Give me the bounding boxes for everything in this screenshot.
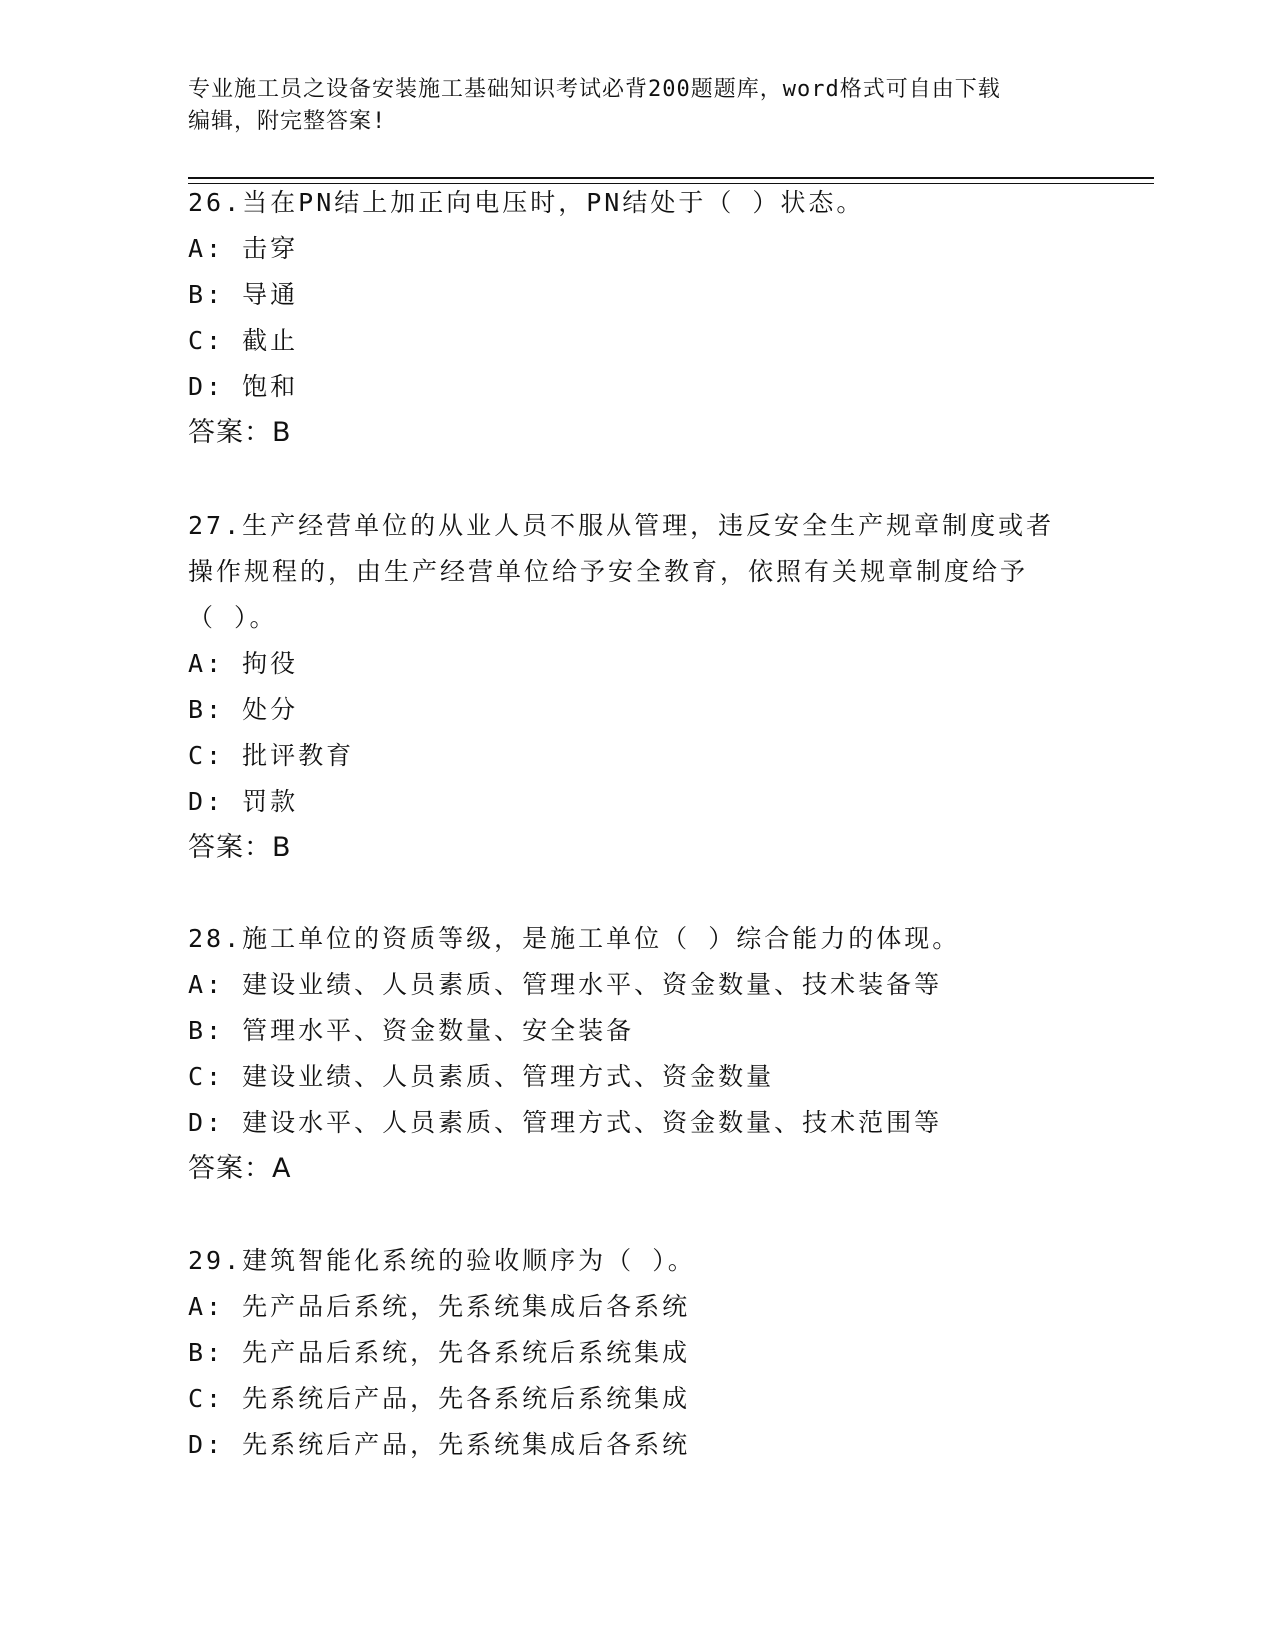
option-d: D: 罚款 [188,787,299,816]
option-b: B: 先产品后系统，先各系统后系统集成 [188,1338,691,1367]
option-b: B: 管理水平、资金数量、安全装备 [188,1016,635,1045]
question-stem: 26.当在PN结上加正向电压时，PN结处于（ ）状态。 [188,188,865,217]
option-b: B: 导通 [188,280,299,309]
question-26 [188,180,1088,456]
option-a: A: 建设业绩、人员素质、管理水平、资金数量、技术装备等 [188,970,943,999]
answer: 答案：B [188,832,292,863]
option-a: A: 拘役 [188,649,299,678]
option-d: D: 建设水平、人员素质、管理方式、资金数量、技术范围等 [188,1108,943,1137]
document-header [188,74,1088,138]
document-title-line-2: 编辑，附完整答案! [188,109,387,134]
option-a: A: 先产品后系统，先系统集成后各系统 [188,1292,691,1321]
option-c: C: 建设业绩、人员素质、管理方式、资金数量 [188,1062,775,1091]
question-stem-line-3: （ ）。 [188,603,278,632]
option-c: C: 先系统后产品，先各系统后系统集成 [188,1384,691,1413]
question-28 [188,916,1088,1192]
option-d: D: 先系统后产品，先系统集成后各系统 [188,1430,691,1459]
option-c: C: 批评教育 [188,741,355,770]
option-c: C: 截止 [188,326,299,355]
question-stem: 29.建筑智能化系统的验收顺序为（ ）。 [188,1246,696,1275]
question-29 [188,1238,1088,1468]
option-b: B: 处分 [188,695,299,724]
answer: 答案：A [188,1153,292,1184]
document-title-line-1: 专业施工员之设备安装施工基础知识考试必背200题题库，word格式可自由下载 [188,77,1001,102]
header-divider-thick [188,177,1154,179]
question-27 [188,503,1088,871]
option-d: D: 饱和 [188,372,299,401]
question-stem-line-2: 操作规程的，由生产经营单位给予安全教育，依照有关规章制度给予 [188,557,1029,586]
question-stem-line-1: 27.生产经营单位的从业人员不服从管理，违反安全生产规章制度或者 [188,511,1055,540]
answer: 答案：B [188,417,292,448]
option-a: A: 击穿 [188,234,299,263]
question-stem: 28.施工单位的资质等级，是施工单位（ ）综合能力的体现。 [188,924,961,953]
